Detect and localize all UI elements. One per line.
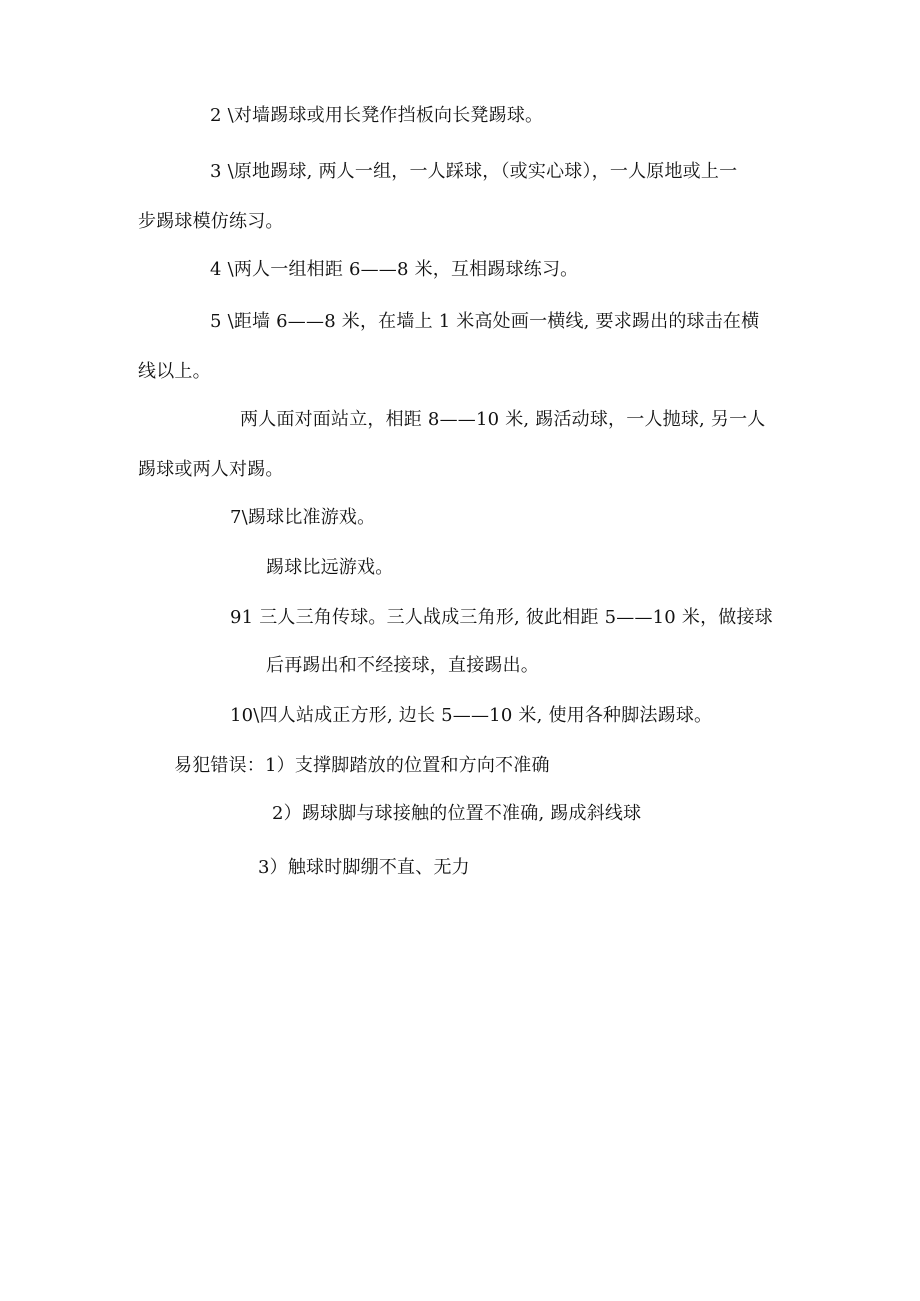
line-drill-6: 两人面对面站立，相距 8——10 米, 踢活动球，一人抛球, 另一人 <box>240 409 766 430</box>
line-error-3: 3）触球时脚绷不直、无力 <box>258 857 470 878</box>
line-common-errors: 易犯错误：1）支撑脚踏放的位置和方向不准确 <box>174 755 550 776</box>
line-drill-10: 10\四人站成正方形, 边长 5——10 米, 使用各种脚法踢球。 <box>230 705 713 726</box>
line-drill-2: 2 \对墙踢球或用长凳作挡板向长凳踢球。 <box>210 105 544 126</box>
line-error-2: 2）踢球脚与球接触的位置不准确, 踢成斜线球 <box>272 803 642 824</box>
line-drill-7: 7\踢球比准游戏。 <box>230 507 376 528</box>
line-drill-6-cont: 踢球或两人对踢。 <box>138 459 284 480</box>
line-drill-9-cont: 后再踢出和不经接球，直接踢出。 <box>266 655 539 676</box>
line-drill-5-cont: 线以上。 <box>138 361 211 382</box>
line-drill-5: 5 \距墙 6——8 米，在墙上 1 米高处画一横线, 要求踢出的球击在横 <box>210 311 760 332</box>
line-drill-3: 3 \原地踢球, 两人一组，一人踩球，（或实心球），一人原地或上一 <box>210 161 738 182</box>
line-drill-9: 91 三人三角传球。三人战成三角形, 彼此相距 5——10 米，做接球 <box>230 607 773 628</box>
line-drill-3-cont: 步踢球模仿练习。 <box>138 211 284 232</box>
line-drill-8: 踢球比远游戏。 <box>266 557 394 578</box>
line-drill-4: 4 \两人一组相距 6——8 米，互相踢球练习。 <box>210 259 579 280</box>
